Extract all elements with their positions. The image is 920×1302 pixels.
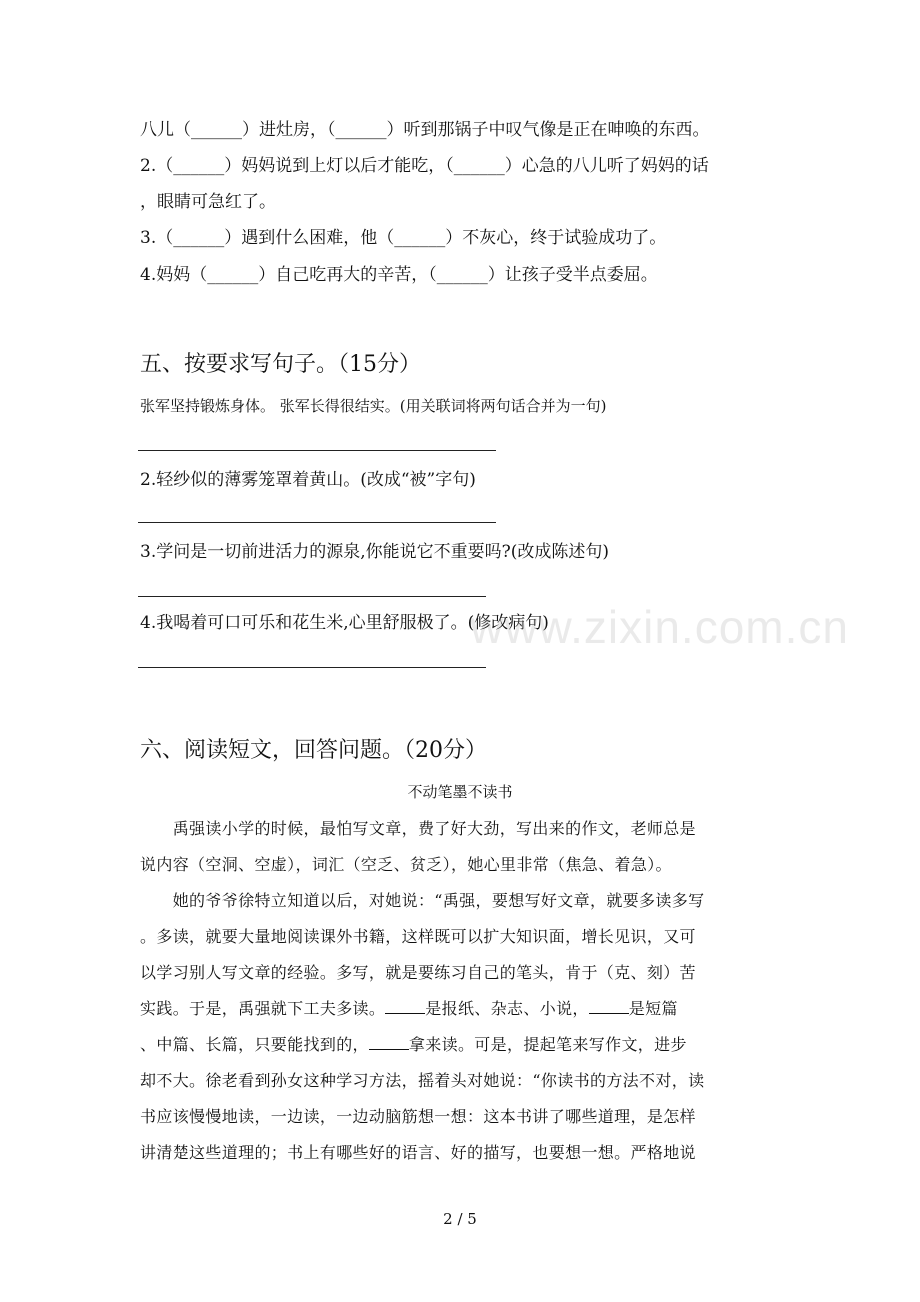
article-text: 、中篇、长篇，只要能找到的， [140,1035,369,1054]
article-title: 不动笔墨不读书 [407,783,513,801]
article-text: 实践。于是，禹强就下工夫多读。 [140,999,386,1018]
article-line: 说内容（空洞、空虚），词汇（空乏、贫乏），她心里非常（焦急、着急）。 [140,855,672,874]
answer-line-1[interactable] [138,450,496,451]
article-line: 书应该慢慢地读，一边读，一边动脑筋想一想：这本书讲了哪些道理，是怎样 [140,1107,696,1126]
question-5-4: 4.我喝着可口可乐和花生米,心里舒服极了。(修改病句) [140,613,549,633]
question-5-3: 3.学问是一切前进活力的源泉,你能说它不重要吗?(改成陈述句) [140,542,610,562]
fill-blank[interactable] [385,999,425,1014]
article-line: 讲清楚这些道理的；书上有哪些好的语言、好的描写，也要想一想。严格地说 [140,1143,696,1162]
article-line: 以学习别人写文章的经验。多写，就是要练习自己的笔头，肯于（克、刻）苦 [140,963,696,982]
article-text: 拿来读。可是，提起笔来写作文，进步 [408,1035,687,1054]
article-line: 。多读，就要大量地阅读课外书籍，这样既可以扩大知识面，增长见识，又可 [140,927,696,946]
article-text: 是报纸、杂志、小说， [425,999,589,1018]
article-line-with-blanks [140,1033,768,1057]
fill-blank[interactable] [369,1035,409,1050]
article-line: 却不大。徐老看到孙女这种学习方法，摇着头对她说：“你读书的方法不对，读 [140,1071,705,1090]
article-line: 她的爷爷徐特立知道以后，对她说：“禹强，要想写好文章，就要多读多写 [140,891,705,910]
page-number: 2 / 5 [443,1210,477,1228]
question-5-1: 张军坚持锻炼身体。 张军长得很结实。(用关联词将两句话合并为一句) [140,397,607,415]
question-5-2: 2.轻纱似的薄雾笼罩着黄山。(改成“被”字句) [140,470,476,490]
watermark-text: www.zixin.com.cn [470,601,849,653]
answer-line-3[interactable] [138,596,486,597]
article-line: 禹强读小学的时候，最怕写文章，费了好大劲，写出来的作文，老师总是 [140,819,696,838]
article-line-with-blanks [140,997,768,1021]
fill-item-2: 2.（______）妈妈说到上灯以后才能吃，（______）心急的八儿听了妈妈的话 [140,156,709,176]
article-text: 是短篇 [628,999,678,1018]
answer-line-2[interactable] [138,522,496,523]
fill-blank[interactable] [589,999,629,1014]
fill-item-1-continued: 八儿（______）进灶房，（______）听到那锅子中叹气像是正在呻唤的东西。 [140,120,710,140]
section-6-heading: 六、阅读短文，回答问题。（20分） [140,738,487,763]
section-5-heading: 五、按要求写句子。（15分） [140,352,421,377]
fill-item-4: 4.妈妈（______）自己吃再大的辛苦，（______）让孩子受半点委屈。 [140,265,658,285]
answer-line-4[interactable] [138,667,486,668]
fill-item-2-continued: ，眼睛可急红了。 [140,192,276,212]
fill-item-3: 3.（______）遇到什么困难，他（______）不灰心，终于试验成功了。 [140,228,667,248]
